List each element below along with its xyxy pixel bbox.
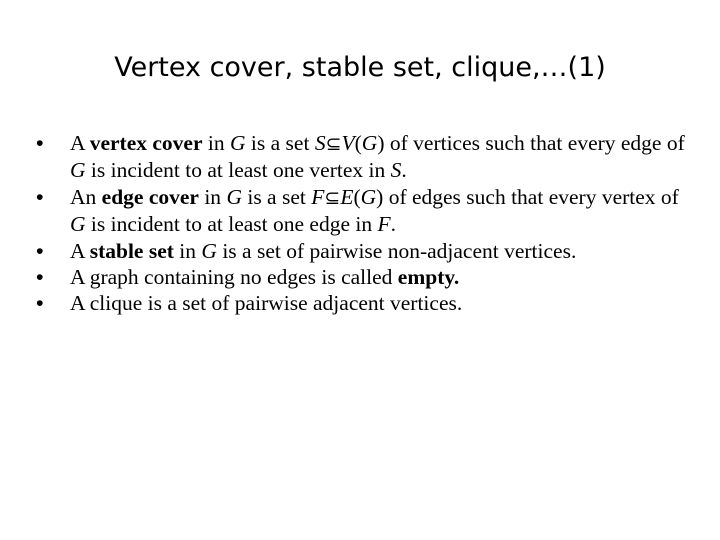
bullet-marker: • [36,291,44,316]
bullet-text: A [70,131,90,155]
bullet-text: in [173,238,202,263]
bullet-text: is a set [241,184,312,209]
math-symbol: S [390,158,402,183]
bullet-marker: • [36,184,44,209]
bullet-text: is a set of pairwise non-adjacent vertices. [216,238,577,263]
bullet-text: is a set [245,131,315,155]
bullet-edge-cover [36,184,686,238]
subset-symbol: ⊆ [325,133,342,155]
math-symbol: G [230,131,246,155]
bullet-text: A [70,238,90,263]
bullet-stable-set [36,238,686,264]
bullet-text: A clique is a set of pairwise adjacent vertices. [70,291,463,316]
bullet-text: . [390,212,397,237]
bullet-text: . [401,158,407,183]
math-symbol: G [360,184,377,209]
math-symbol: V [341,131,355,155]
bullet-text: A graph containing no edges is called [70,265,398,290]
subset-symbol: ⊆ [324,186,341,209]
bullet-marker: • [36,238,44,263]
bullet-text: ) of edges such that every vertex of [376,184,679,209]
bullet-clique [36,290,686,316]
math-symbol: E [340,184,354,209]
bullet-text: in [202,131,230,155]
bullet-list [36,130,686,317]
bullet-marker: • [36,131,44,155]
math-symbol: G [361,131,378,155]
math-symbol: G [226,184,242,209]
bullet-text: ( [353,184,361,209]
math-symbol: G [70,158,86,183]
bullet-text: is incident to at least one edge in [85,212,378,237]
bullet-marker: • [36,265,44,290]
math-symbol: F [377,212,391,237]
slide-title: Vertex cover, stable set, clique,…(1) [114,52,606,83]
bullet-text: in [198,184,227,209]
term-empty: empty. [397,265,460,290]
math-symbol: S [314,131,326,155]
term-edge-cover: edge cover [101,184,199,209]
bullet-text: is incident to at least one vertex in [85,158,391,183]
bullet-vertex-cover [36,130,686,184]
term-vertex-cover: vertex cover [89,131,203,155]
bullet-text: ( [354,131,362,155]
bullet-text: An [70,184,102,209]
math-symbol: G [201,238,217,263]
bullet-empty-graph [36,264,686,290]
term-stable-set: stable set [89,238,174,263]
math-symbol: G [70,212,86,237]
bullet-text: ) of vertices such that every edge of [377,131,685,155]
math-symbol: F [311,184,325,209]
